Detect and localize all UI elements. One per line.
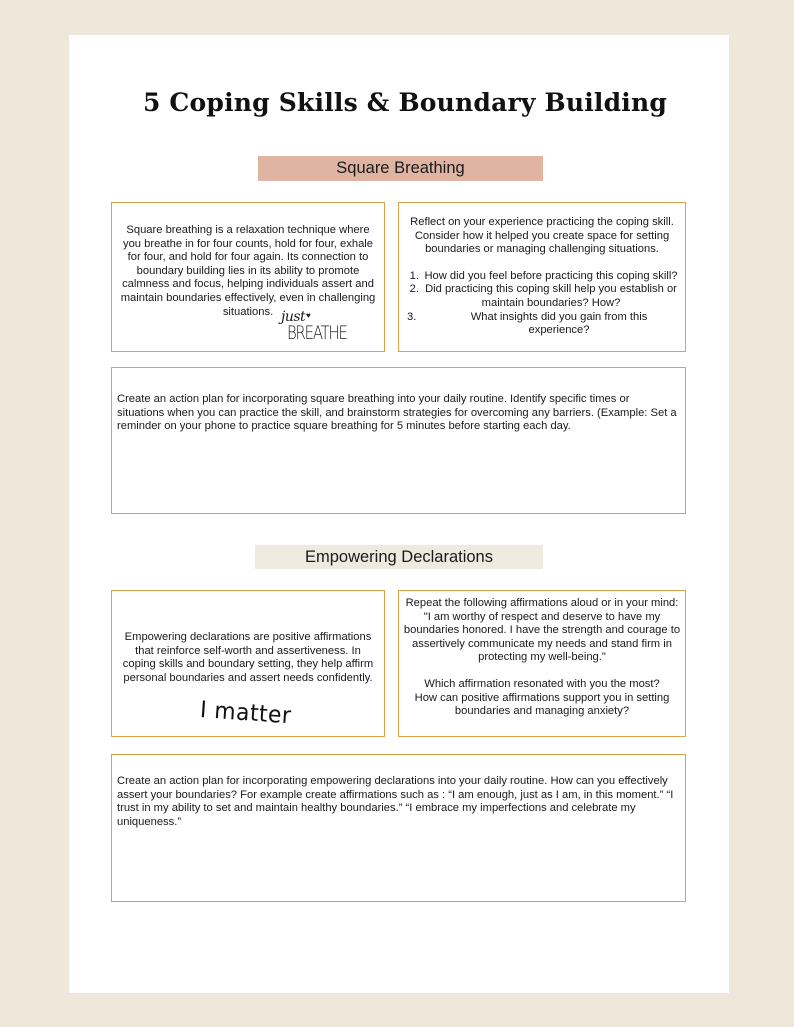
question-text: How did you feel before practicing this coping skill?: [424, 269, 678, 282]
i-matter-illustration: I matter: [199, 697, 293, 730]
empowering-declarations-action-plan-box[interactable]: [111, 754, 686, 902]
question-text: What insights did you gain from this experience?: [470, 310, 648, 337]
empowering-declarations-action-plan: Create an action plan for incorporating empowering declarations into your daily routine. How can you effectively assert your boundaries? For example create affirmations such as : “I am enough, just as I am, in this moment.” “I trust in my ability to set and maintain healthy boundaries.” “I embrace my imperfections and celebrate my uniqueness.”: [117, 775, 674, 828]
list-item: [405, 311, 679, 338]
square-breathing-reflection-box[interactable]: [398, 202, 686, 352]
affirmation-intro: Repeat the following affirmations aloud or in your mind:: [405, 597, 679, 609]
page-title: 5 Coping Skills & Boundary Building: [142, 88, 668, 117]
affirmations-box[interactable]: [398, 590, 686, 737]
section-heading-square-breathing: Square Breathing: [258, 156, 543, 181]
just-text: just: [281, 309, 306, 325]
just-breathe-illustration: [281, 309, 351, 347]
empowering-declarations-description: Empowering declarations are positive affirmations that reinforce self-worth and assertiveness. In coping skills and boundary setting, they help affirm personal boundaries and assert needs confidently.: [122, 631, 374, 684]
affirmation-question-2: How can positive affirmations support you in setting boundaries and managing anxiety?: [414, 691, 670, 718]
square-breathing-action-plan-box[interactable]: [111, 367, 686, 514]
reflection-questions: [405, 270, 679, 338]
question-number: 2.: [409, 283, 419, 296]
list-item: [405, 283, 679, 310]
square-breathing-description: Square breathing is a relaxation technique where you breathe in for four counts, hold for four, exhale for four, and hold for four again. Its connection to boundary building lies in its ability to promote calmness and focus, helping individuals assert and maintain boundaries effectively, even in challenging situations.: [120, 224, 376, 318]
question-text: Did practicing this coping skill help you establish or maintain boundaries? How?: [425, 283, 677, 309]
list-item: [405, 270, 679, 284]
question-number: 1.: [409, 269, 419, 282]
affirmation-quote: "I am worthy of respect and deserve to have my boundaries honored. I have the strength and courage to assertively communicate my needs and stand firm in protecting my well-being.": [403, 610, 681, 664]
breathe-text: BREATHE: [287, 322, 347, 344]
question-number: 3.: [407, 310, 417, 323]
affirmation-question-1: Which affirmation resonated with you the most?: [424, 677, 660, 690]
section-heading-empowering-declarations: Empowering Declarations: [255, 545, 543, 569]
square-breathing-action-plan: Create an action plan for incorporating square breathing into your daily routine. Identify specific times or situations when you can practice the skill, and brainstorm strategies for overcoming any barriers. (Example: Set a reminder on your phone to practice square breathing for 5 minutes before starting each day.: [117, 393, 677, 433]
heart-icon: ♥: [306, 311, 311, 320]
reflection-intro: Reflect on your experience practicing the coping skill. Consider how it helped you create space for setting boundaries or managing challenging situations.: [410, 216, 674, 256]
